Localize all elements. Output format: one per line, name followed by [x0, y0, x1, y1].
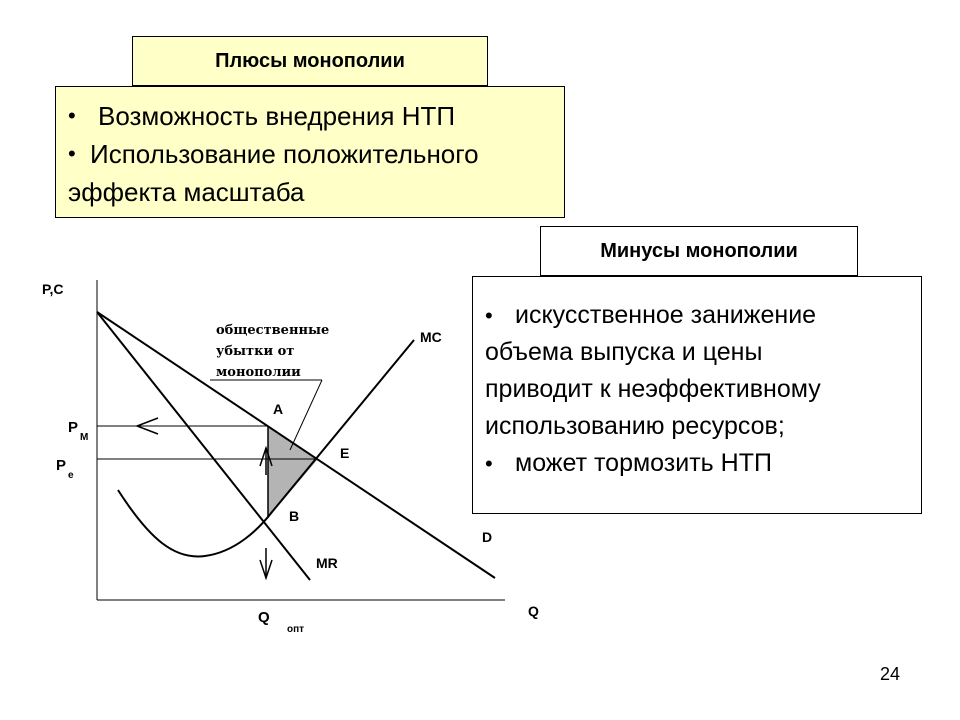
bullet-icon: •	[485, 451, 493, 476]
mr-label: MR	[316, 555, 338, 571]
pe-label: P	[56, 457, 67, 474]
bullet-icon: •	[68, 103, 76, 128]
page-number: 24	[880, 664, 901, 684]
y-axis-label: P,C	[42, 281, 64, 297]
cons-item: • может тормозить НТП	[485, 445, 921, 482]
pm-label: P	[68, 419, 79, 436]
cons-item-continued: объема выпуска и цены	[485, 338, 763, 366]
bullet-icon: •	[68, 141, 76, 166]
q-opt-subscript: опт	[287, 624, 305, 635]
cons-item: • искусственное занижение	[485, 297, 921, 334]
cons-item-continued: приводит к неэффективному	[485, 375, 821, 403]
pm-subscript: M	[80, 432, 89, 443]
bullet-icon: •	[485, 303, 493, 328]
point-b-label: B	[289, 508, 300, 524]
cons-item-continued: использованию ресурсов;	[485, 412, 785, 440]
mc-label: MC	[420, 329, 442, 345]
deadweight-annotation-line3: монополии	[216, 365, 301, 380]
deadweight-annotation-line2: убытки от	[216, 344, 295, 359]
deadweight-annotation-line1: общественные	[216, 323, 330, 338]
pros-item: • Использование положительного	[68, 135, 564, 173]
pros-item-continued: эффекта масштаба	[68, 177, 305, 207]
point-e-label: E	[340, 445, 350, 461]
d-label: D	[482, 529, 493, 545]
pros-title: Плюсы монополии	[215, 49, 405, 72]
point-a-label: A	[273, 401, 284, 417]
x-axis-label: Q	[528, 603, 539, 619]
deadweight-loss-area	[268, 426, 318, 518]
q-opt-label: Q	[258, 609, 270, 626]
pros-item: • Возможность внедрения НТП	[68, 97, 564, 135]
pe-subscript: e	[68, 470, 74, 481]
cons-title: Минусы монополии	[600, 239, 798, 262]
annotation-pointer	[290, 380, 322, 450]
